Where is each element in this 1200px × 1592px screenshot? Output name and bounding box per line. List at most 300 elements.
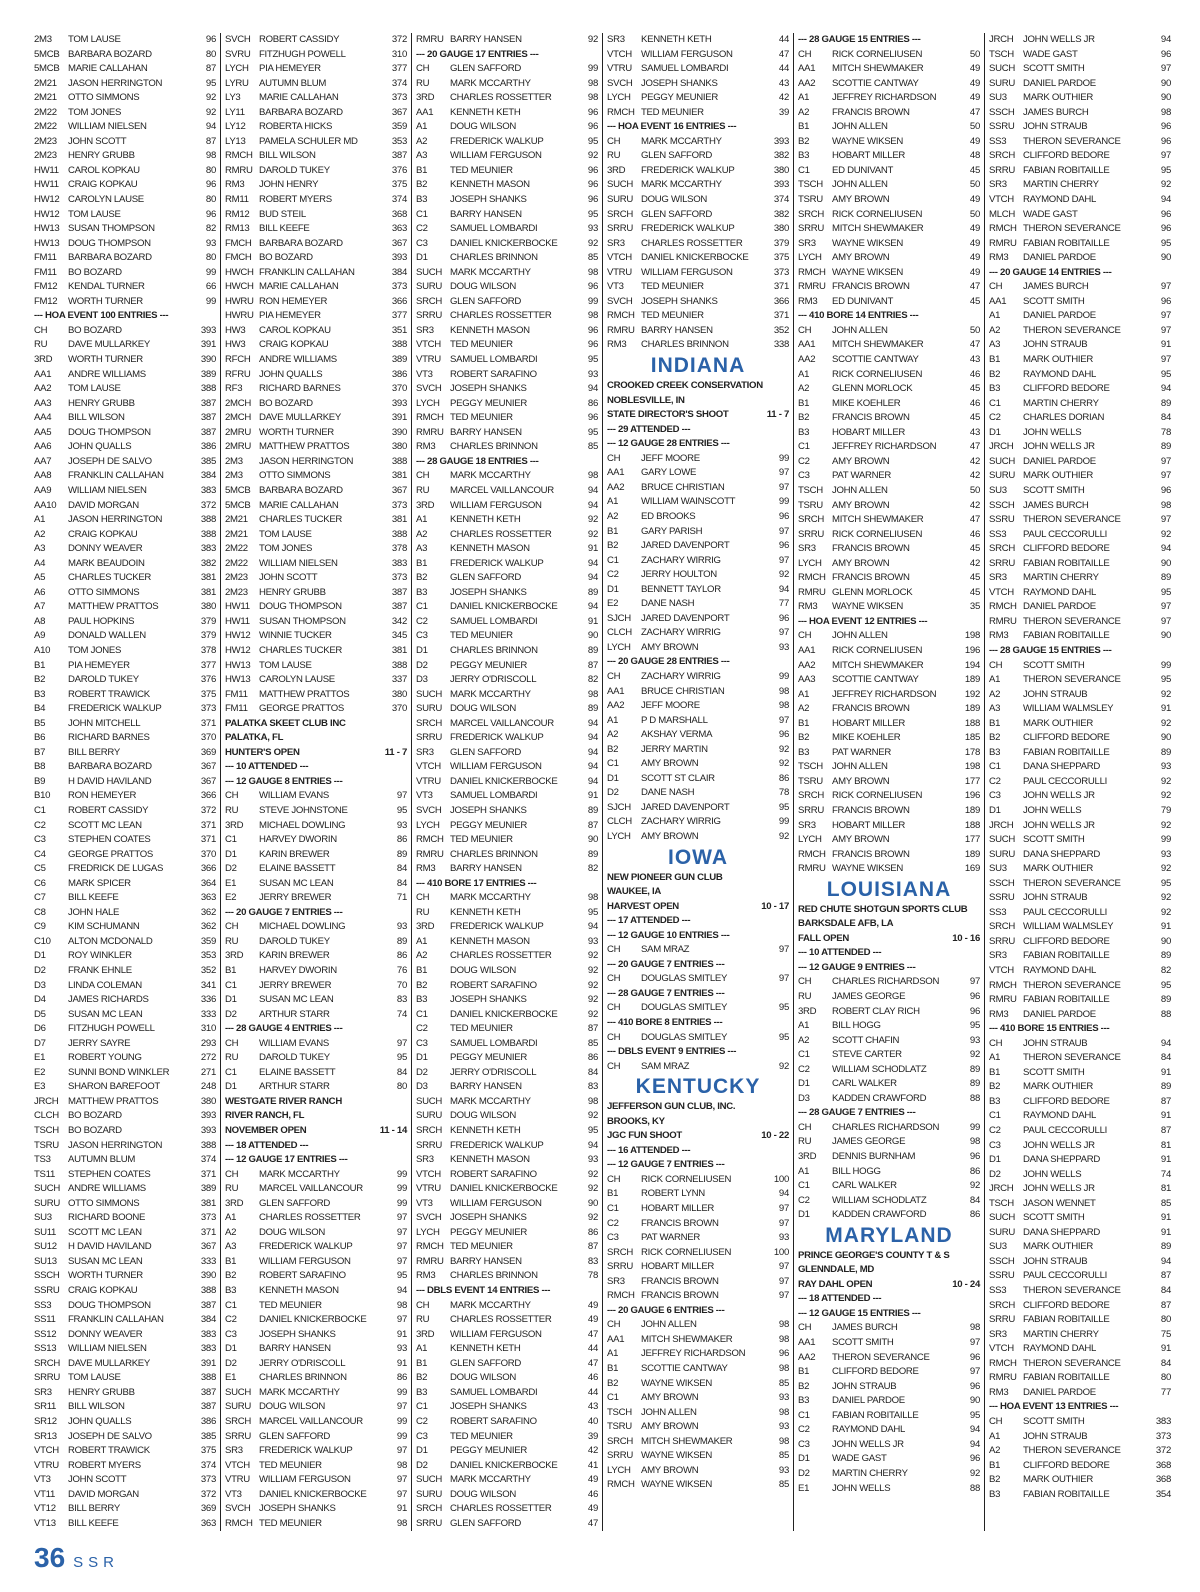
score: 97: [1160, 601, 1171, 613]
shooter-name: MARK OUTHIER: [1023, 354, 1093, 366]
section-header: [221, 1109, 411, 1124]
result-row: [221, 819, 411, 834]
score: 97: [1160, 281, 1171, 293]
shooter-name: SUSAN THOMPSON: [68, 223, 155, 235]
score: 96: [778, 729, 789, 741]
score: 47: [778, 48, 789, 60]
shooter-name: ROBERT TRAWICK: [68, 1445, 150, 1457]
result-row: [30, 979, 220, 994]
section-header-text: BARKSDALE AFB, LA: [798, 918, 894, 930]
score: 359: [391, 121, 407, 133]
shooter-name: CRAIG KOPKAU: [68, 528, 138, 540]
shooter-name: MARK MCCARTHY: [450, 1299, 531, 1311]
result-class: D1: [225, 848, 237, 860]
result-row: [794, 338, 984, 353]
shooter-name: WAYNE WIKSEN: [832, 237, 904, 249]
result-class: MLCH: [989, 208, 1015, 220]
result-class: E2: [225, 892, 237, 904]
shooter-name: MATTHEW PRATTOS: [259, 441, 350, 453]
result-row: [412, 237, 602, 252]
shooter-name: SCOTTIE CANTWAY: [641, 1363, 728, 1375]
result-class: 3RD: [798, 1151, 817, 1163]
result-class: B8: [34, 761, 46, 773]
result-row: [30, 586, 220, 601]
shooter-name: BO BOZARD: [259, 252, 313, 264]
result-class: A1: [798, 1165, 810, 1177]
result-class: A1: [607, 1348, 619, 1360]
score: 49: [969, 237, 980, 249]
score: 92: [587, 994, 598, 1006]
score: 367: [391, 237, 407, 249]
shooter-name: CLIFFORD BEDORE: [1023, 1095, 1110, 1107]
score: 373: [200, 1474, 216, 1486]
score: 97: [396, 1474, 407, 1486]
score: 100: [773, 1246, 789, 1258]
score: 85: [778, 1377, 789, 1389]
result-class: B3: [798, 746, 810, 758]
result-row: [794, 237, 984, 252]
event-date: 10 - 17: [761, 900, 789, 912]
shooter-name: H DAVID HAVILAND: [68, 775, 152, 787]
shooter-name: ROBERT TRAWICK: [68, 688, 150, 700]
result-row: [603, 1318, 793, 1333]
result-row: [412, 1226, 602, 1241]
result-class: D1: [416, 1445, 428, 1457]
result-class: A2: [989, 1445, 1001, 1457]
shooter-name: PAMELA SCHULER MD: [259, 135, 358, 147]
result-row: [794, 1194, 984, 1209]
score: 89: [396, 848, 407, 860]
result-row: [603, 510, 793, 525]
shooter-name: AMY BROWN: [832, 455, 890, 467]
result-row: [412, 1095, 602, 1110]
result-class: CH: [989, 1037, 1003, 1049]
section-header: [412, 877, 602, 892]
result-class: E1: [34, 1052, 46, 1064]
result-class: HW11: [225, 601, 250, 613]
result-class: SR3: [989, 950, 1007, 962]
shooter-name: PAUL CECCORULLI: [1023, 528, 1107, 540]
section-header: [30, 309, 220, 324]
result-row: [985, 1226, 1175, 1241]
result-row: [603, 1260, 793, 1275]
score: 50: [969, 484, 980, 496]
result-row: [221, 1037, 411, 1052]
result-class: C3: [225, 1328, 237, 1340]
score: 93: [778, 1232, 789, 1244]
result-row: [603, 583, 793, 598]
score: 97: [396, 1401, 407, 1413]
section-header: [221, 906, 411, 921]
score: 85: [778, 1450, 789, 1462]
score: 96: [1160, 48, 1171, 60]
result-row: [794, 848, 984, 863]
score: 98: [778, 1333, 789, 1345]
score: 92: [1160, 863, 1171, 875]
section-header-text: --- 20 GAUGE 7 ENTRIES ---: [607, 958, 725, 970]
shooter-name: HENRY GRUBB: [68, 397, 135, 409]
section-header-text: --- 20 GAUGE 17 ENTRIES ---: [416, 48, 539, 60]
result-class: AA6: [34, 441, 52, 453]
shooter-name: ED BROOKS: [641, 510, 696, 522]
section-header: [221, 1124, 411, 1139]
score: 96: [1160, 121, 1171, 133]
shooter-name: RICK CORNELIUSEN: [832, 644, 923, 656]
result-row: [603, 757, 793, 772]
result-row: [985, 1386, 1175, 1401]
result-row: [221, 469, 411, 484]
shooter-name: WADE GAST: [1023, 208, 1078, 220]
result-class: LYCH: [416, 397, 440, 409]
section-header: [603, 1144, 793, 1159]
score: 353: [200, 950, 216, 962]
result-class: VTCH: [607, 252, 632, 264]
shooter-name: CARL WALKER: [832, 1180, 897, 1192]
section-header: [603, 885, 793, 900]
shooter-name: ROY WINKLER: [68, 950, 132, 962]
score: 352: [200, 965, 216, 976]
score: 388: [200, 1372, 216, 1384]
result-class: A3: [989, 339, 1001, 351]
result-class: C1: [225, 834, 237, 846]
result-class: CH: [607, 1060, 621, 1072]
score: 41: [587, 1459, 598, 1471]
shooter-name: JOHN WELLS JR: [1023, 1183, 1095, 1195]
score: 383: [200, 543, 216, 555]
score: 374: [773, 194, 789, 206]
shooter-name: WORTH TURNER: [68, 295, 143, 307]
result-row: [412, 1066, 602, 1081]
shooter-name: WILLIAM NIELSEN: [68, 121, 147, 133]
section-header: [603, 394, 793, 409]
score: 92: [587, 528, 598, 540]
section-header-text: --- 410 BORE 17 ENTRIES ---: [416, 877, 537, 889]
shooter-name: TED MEUNIER: [641, 106, 704, 118]
score: 393: [200, 1125, 216, 1137]
score: 90: [587, 834, 598, 846]
state-heading: MARYLAND: [825, 1223, 953, 1247]
result-class: RM3: [416, 1270, 436, 1282]
shooter-name: FABIAN ROBITAILLE: [1023, 237, 1110, 249]
score: 352: [773, 324, 789, 336]
shooter-name: TED MEUNIER: [450, 630, 513, 642]
section-header-text: --- 28 GAUGE 7 ENTRIES ---: [607, 987, 725, 999]
result-row: [221, 1051, 411, 1066]
shooter-name: JARED DAVENPORT: [641, 801, 730, 813]
shooter-name: ELAINE BASSETT: [259, 863, 336, 875]
shooter-name: DONNY WEAVER: [68, 1328, 143, 1340]
result-row: [221, 891, 411, 906]
result-row: [603, 743, 793, 758]
shooter-name: MARK MCCARTHY: [450, 688, 531, 700]
result-row: [412, 1080, 602, 1095]
result-row: [985, 1342, 1175, 1357]
result-row: [985, 295, 1175, 310]
shooter-name: CHARLES ROSSETTER: [259, 1212, 361, 1224]
result-class: CH: [607, 452, 621, 464]
result-class: SRCH: [798, 208, 824, 220]
result-row: [412, 120, 602, 135]
shooter-name: SCOTT SMITH: [1023, 834, 1085, 846]
shooter-name: WADE GAST: [832, 1453, 887, 1465]
shooter-name: JOHN STRAUB: [832, 1380, 897, 1392]
result-row: [221, 1400, 411, 1415]
result-class: RMCH: [416, 1241, 444, 1253]
result-class: TSCH: [798, 179, 823, 191]
result-class: RMRU: [607, 324, 635, 336]
score: 375: [200, 1445, 216, 1457]
shooter-name: DANIEL KNICKERBOCKE: [641, 252, 749, 264]
score: 94: [587, 572, 598, 584]
score: 196: [964, 790, 980, 802]
score: 96: [969, 1453, 980, 1465]
result-class: 5MCB: [34, 63, 60, 75]
result-row: [221, 368, 411, 383]
result-class: SU3: [989, 484, 1007, 496]
shooter-name: MARK MCCARTHY: [259, 1386, 340, 1398]
result-class: TSCH: [798, 761, 823, 773]
result-row: [412, 1313, 602, 1328]
result-row: [221, 1269, 411, 1284]
result-class: RM3: [989, 630, 1009, 642]
score: 47: [587, 1328, 598, 1340]
result-class: HWCH: [225, 266, 254, 278]
score: 93: [587, 1154, 598, 1166]
score: 373: [391, 499, 407, 511]
shooter-name: CHARLES ROSSETTER: [450, 950, 552, 962]
shooter-name: KARIN BREWER: [259, 848, 330, 860]
result-class: LYCH: [607, 92, 631, 104]
shooter-name: JOSEPH DE SALVO: [68, 455, 152, 467]
shooter-name: AMY BROWN: [832, 557, 890, 569]
shooter-name: SCOTT SMITH: [1023, 1212, 1085, 1224]
result-class: A3: [416, 150, 428, 162]
result-class: C1: [607, 1392, 619, 1404]
shooter-name: WILLIAM FERGUSON: [259, 1474, 351, 1486]
result-class: C1: [798, 164, 810, 176]
result-class: VTCH: [416, 761, 441, 773]
score: 44: [587, 1386, 598, 1398]
result-row: [412, 1430, 602, 1445]
result-row: [412, 411, 602, 426]
result-class: B9: [34, 775, 46, 787]
result-class: B2: [798, 135, 810, 147]
score: 91: [1160, 1343, 1171, 1355]
result-row: [30, 295, 220, 310]
score: 382: [200, 557, 216, 569]
score: 388: [391, 339, 407, 351]
result-class: RMRU: [416, 426, 444, 438]
result-class: A2: [798, 703, 810, 715]
result-class: VTCH: [416, 1168, 441, 1180]
score: 383: [200, 484, 216, 496]
result-row: [412, 1342, 602, 1357]
result-row: [794, 397, 984, 412]
section-header-text: --- 28 GAUGE 18 ENTRIES ---: [416, 455, 539, 467]
result-row: [603, 1464, 793, 1479]
shooter-name: CHARLES BRINNON: [450, 848, 538, 860]
result-row: [985, 906, 1175, 921]
result-class: B3: [225, 1285, 237, 1297]
shooter-name: WAYNE WIKSEN: [832, 863, 904, 875]
result-row: [794, 135, 984, 150]
result-class: C2: [416, 1415, 428, 1427]
score: 380: [391, 441, 407, 453]
result-class: 3RD: [34, 354, 53, 366]
shooter-name: CLIFFORD BEDORE: [1023, 1299, 1110, 1311]
result-class: SURU: [225, 1401, 251, 1413]
score: 89: [1160, 1081, 1171, 1093]
result-class: D1: [416, 252, 428, 264]
score: 47: [969, 441, 980, 453]
results-columns: [30, 33, 1170, 1531]
result-row: [985, 688, 1175, 703]
score: 385: [200, 1430, 216, 1442]
result-class: B3: [798, 1395, 810, 1407]
score: 95: [587, 354, 598, 366]
result-row: [985, 149, 1175, 164]
score: 198: [964, 761, 980, 773]
section-header: [794, 946, 984, 961]
result-row: [603, 1031, 793, 1046]
result-row: [30, 397, 220, 412]
result-row: [30, 338, 220, 353]
result-row: [985, 1473, 1175, 1488]
result-class: 5MCB: [225, 484, 251, 496]
shooter-name: WORTH TURNER: [68, 1270, 143, 1282]
score: 78: [778, 787, 789, 799]
score: 374: [200, 1154, 216, 1166]
result-row: [30, 62, 220, 77]
shooter-name: FREDERICK WALKUP: [259, 1241, 353, 1253]
shooter-name: JOSEPH SHANKS: [450, 383, 527, 395]
result-row: [985, 1153, 1175, 1168]
section-header: [794, 1106, 984, 1121]
result-row: [794, 382, 984, 397]
result-row: [221, 979, 411, 994]
score: 92: [778, 830, 789, 842]
score: 337: [391, 674, 407, 686]
shooter-name: KENNETH MASON: [450, 543, 530, 555]
result-class: B2: [416, 179, 428, 191]
shooter-name: BILL WILSON: [68, 412, 125, 424]
shooter-name: TED MEUNIER: [450, 164, 513, 176]
score: 380: [773, 223, 789, 235]
shooter-name: FREDERICK WALKUP: [68, 703, 162, 715]
shooter-name: BO BOZARD: [68, 1125, 122, 1137]
section-header-text: --- 20 GAUGE 6 ENTRIES ---: [607, 1304, 725, 1316]
result-row: [30, 1095, 220, 1110]
score: 89: [1160, 441, 1171, 453]
shooter-name: GLEN SAFFORD: [641, 150, 713, 162]
result-row: [985, 557, 1175, 572]
shooter-name: FRANCIS BROWN: [832, 412, 910, 424]
score: 43: [969, 426, 980, 438]
score: 99: [778, 816, 789, 828]
score: 89: [396, 935, 407, 947]
shooter-name: AMY BROWN: [641, 1421, 699, 1433]
result-class: SS3: [34, 1299, 52, 1311]
score: 45: [969, 412, 980, 424]
shooter-name: MARK MCCARTHY: [450, 1474, 531, 1486]
result-class: A1: [798, 688, 810, 700]
result-class: C2: [798, 455, 810, 467]
shooter-name: GLEN SAFFORD: [450, 1517, 522, 1529]
score: 90: [1160, 732, 1171, 744]
result-class: AA1: [798, 644, 816, 656]
result-row: [603, 626, 793, 641]
score: 91: [396, 1357, 407, 1369]
result-class: SRRU: [34, 1372, 60, 1384]
shooter-name: TOM LAUSE: [68, 383, 121, 395]
score: 92: [587, 150, 598, 162]
score: 372: [391, 34, 407, 45]
score: 82: [205, 223, 216, 235]
result-class: TSCH: [34, 1125, 59, 1137]
shooter-name: MARIE CALLAHAN: [68, 63, 148, 75]
score: 98: [778, 700, 789, 712]
result-class: VTRU: [607, 266, 632, 278]
score: 94: [1160, 543, 1171, 555]
score: 91: [396, 1328, 407, 1340]
shooter-name: DOUG THOMPSON: [68, 1299, 151, 1311]
shooter-name: JOSEPH DE SALVO: [68, 1430, 152, 1442]
result-class: FMCH: [225, 252, 252, 264]
result-row: [412, 397, 602, 412]
shooter-name: DANE NASH: [641, 598, 695, 610]
shooter-name: MARCEL VAILLANCOUR: [450, 717, 554, 729]
result-class: 3RD: [225, 950, 244, 962]
result-row: [794, 513, 984, 528]
result-row: [603, 251, 793, 266]
result-row: [603, 1333, 793, 1348]
shooter-name: DANIEL KNICKERBOCKE: [450, 601, 558, 613]
shooter-name: DAVID MORGAN: [68, 499, 139, 511]
result-row: [794, 542, 984, 557]
result-class: SRRU: [607, 1261, 633, 1273]
result-class: B7: [34, 746, 46, 758]
shooter-name: CRAIG KOPKAU: [68, 1285, 138, 1297]
score: 83: [396, 994, 407, 1006]
result-class: SU3: [989, 92, 1007, 104]
result-row: [30, 731, 220, 746]
shooter-name: MARK OUTHIER: [1023, 863, 1093, 875]
shooter-name: THERON SEVERANCE: [1023, 324, 1121, 336]
shooter-name: JOHN WELLS JR: [1023, 819, 1095, 831]
result-class: CH: [225, 921, 239, 933]
shooter-name: JOSEPH SHANKS: [450, 994, 527, 1006]
result-row: [221, 499, 411, 514]
shooter-name: WILLIAM WALMSLEY: [1023, 703, 1114, 715]
score: 388: [391, 528, 407, 540]
state-heading: KENTUCKY: [635, 1075, 761, 1099]
score: 91: [587, 790, 598, 802]
result-row: [30, 746, 220, 761]
shooter-name: DANIEL KNICKERBOCKE: [450, 1008, 558, 1020]
result-row: [985, 1284, 1175, 1299]
shooter-name: BILL BERRY: [68, 746, 120, 758]
result-class: SRCH: [416, 1503, 442, 1515]
result-row: [794, 833, 984, 848]
shooter-name: GLEN SAFFORD: [450, 572, 522, 584]
result-class: B2: [989, 368, 1001, 380]
result-row: [412, 135, 602, 150]
score: 363: [391, 223, 407, 235]
shooter-name: DAROLD TUKEY: [259, 164, 330, 176]
result-row: [412, 208, 602, 223]
result-row: [30, 1284, 220, 1299]
score: 359: [200, 935, 216, 947]
